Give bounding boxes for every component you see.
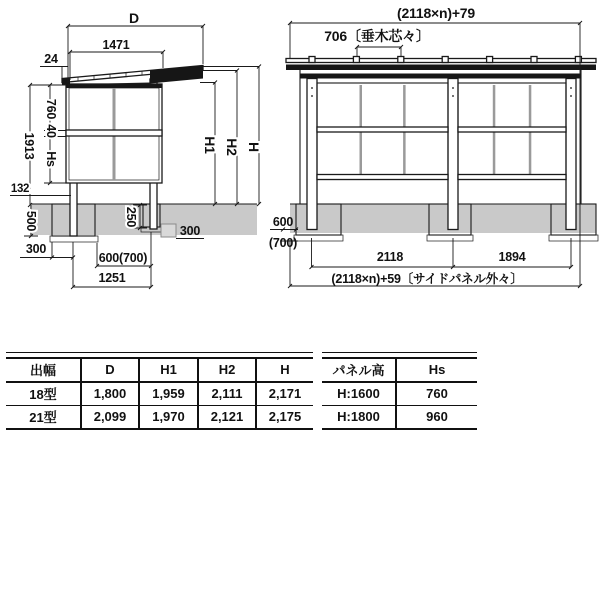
footing-block-symbol xyxy=(161,224,176,237)
panel-table-row-1600 xyxy=(322,382,477,406)
panel-col-hs: Hs xyxy=(396,358,477,382)
dim-h2-label: H2 xyxy=(224,138,240,156)
cell-hs: 760 xyxy=(396,382,477,406)
dim-h1-label: H1 xyxy=(202,136,218,154)
dim-1251-label: 1251 xyxy=(98,271,126,285)
size-table-block xyxy=(6,352,313,430)
cell-d: 1,800 xyxy=(81,382,139,406)
center-post xyxy=(448,79,458,230)
front-beam xyxy=(286,65,596,71)
dim-760-label: 760 xyxy=(44,98,58,120)
cell-panel-height: H:1600 xyxy=(337,386,380,401)
dim-24-label: 24 xyxy=(44,52,58,66)
post-bolts xyxy=(311,87,572,97)
panel-height-table xyxy=(322,357,477,430)
panel-table-row-1800 xyxy=(322,406,477,430)
size-col-d: D xyxy=(81,358,139,382)
ground-band xyxy=(290,204,596,233)
size-table-header-row xyxy=(6,358,313,382)
left-footing-gravel xyxy=(294,235,343,241)
panel-top-rail xyxy=(300,74,581,79)
cell-model: 21型 xyxy=(29,410,57,425)
right-post xyxy=(566,79,576,230)
dim-h-label: H xyxy=(246,142,262,152)
size-col-model: 出幅 xyxy=(29,363,56,378)
dim-1471-label: 1471 xyxy=(102,38,130,52)
panel-col-height: パネル高 xyxy=(332,363,385,378)
dim-2118-label: 2118 xyxy=(376,250,404,264)
size-col-h2: H2 xyxy=(198,358,256,382)
front-view-drawing xyxy=(269,5,598,288)
size-col-h1: H1 xyxy=(139,358,198,382)
dim-300-block-label: 300 xyxy=(179,224,201,238)
right-footing-gravel xyxy=(549,235,598,241)
panel-outer-edges xyxy=(300,66,581,204)
dim-bottom-width-label: (2118×n)+59〔サイドパネル外々〕 xyxy=(331,272,523,286)
dim-rafter-pitch-label: 706〔垂木芯々〕 xyxy=(324,28,430,44)
roof-edge-strip xyxy=(286,59,596,63)
dim-132-label: 132 xyxy=(10,183,30,195)
dim-hs-label: Hs xyxy=(44,151,58,167)
bay1-bottom-rail xyxy=(317,175,448,180)
roof-rear-cap xyxy=(62,78,70,85)
center-footing-gravel xyxy=(427,235,473,241)
size-table xyxy=(6,357,313,430)
roof-front-beam xyxy=(150,66,203,84)
cell-h2: 2,111 xyxy=(198,382,256,406)
cell-h: 2,171 xyxy=(256,382,313,406)
dim-700-label: (700) xyxy=(268,236,298,250)
size-table-row-21 xyxy=(6,406,313,430)
dim-250-label: 250 xyxy=(124,206,138,228)
dim-300-footing-label: 300 xyxy=(25,242,47,256)
side-panel-mid-rail xyxy=(66,130,162,136)
dim-d-label: D xyxy=(129,10,139,26)
side-view-drawing xyxy=(10,10,262,289)
dim-1894-label: 1894 xyxy=(498,250,526,264)
cell-h: 2,175 xyxy=(256,406,313,430)
cell-panel-height: H:1800 xyxy=(337,409,380,424)
dim-500-label: 500 xyxy=(24,210,38,232)
size-col-h: H xyxy=(256,358,313,382)
cell-h2: 2,121 xyxy=(198,406,256,430)
cell-hs: 960 xyxy=(396,406,477,430)
panel-table-header-row xyxy=(322,358,477,382)
dim-40-label: 40 xyxy=(44,124,58,138)
dim-600-label: 600 xyxy=(272,215,294,229)
rear-footing-gravel xyxy=(50,236,98,242)
bay2-bottom-rail xyxy=(458,175,566,180)
cell-h1: 1,970 xyxy=(139,406,198,430)
left-post xyxy=(307,79,317,230)
dim-1913-label: 1913 xyxy=(22,132,36,160)
dim-top-width-label: (2118×n)+79 xyxy=(397,5,475,21)
dim-600-700-label: 600(700) xyxy=(98,251,148,265)
size-table-row-18 xyxy=(6,382,313,406)
bay2-mid-rail xyxy=(458,127,566,132)
bay1-mid-rail xyxy=(317,127,448,132)
cell-h1: 1,959 xyxy=(139,382,198,406)
cell-d: 2,099 xyxy=(81,406,139,430)
panel-table-block xyxy=(322,352,477,430)
cell-model: 18型 xyxy=(29,387,57,402)
